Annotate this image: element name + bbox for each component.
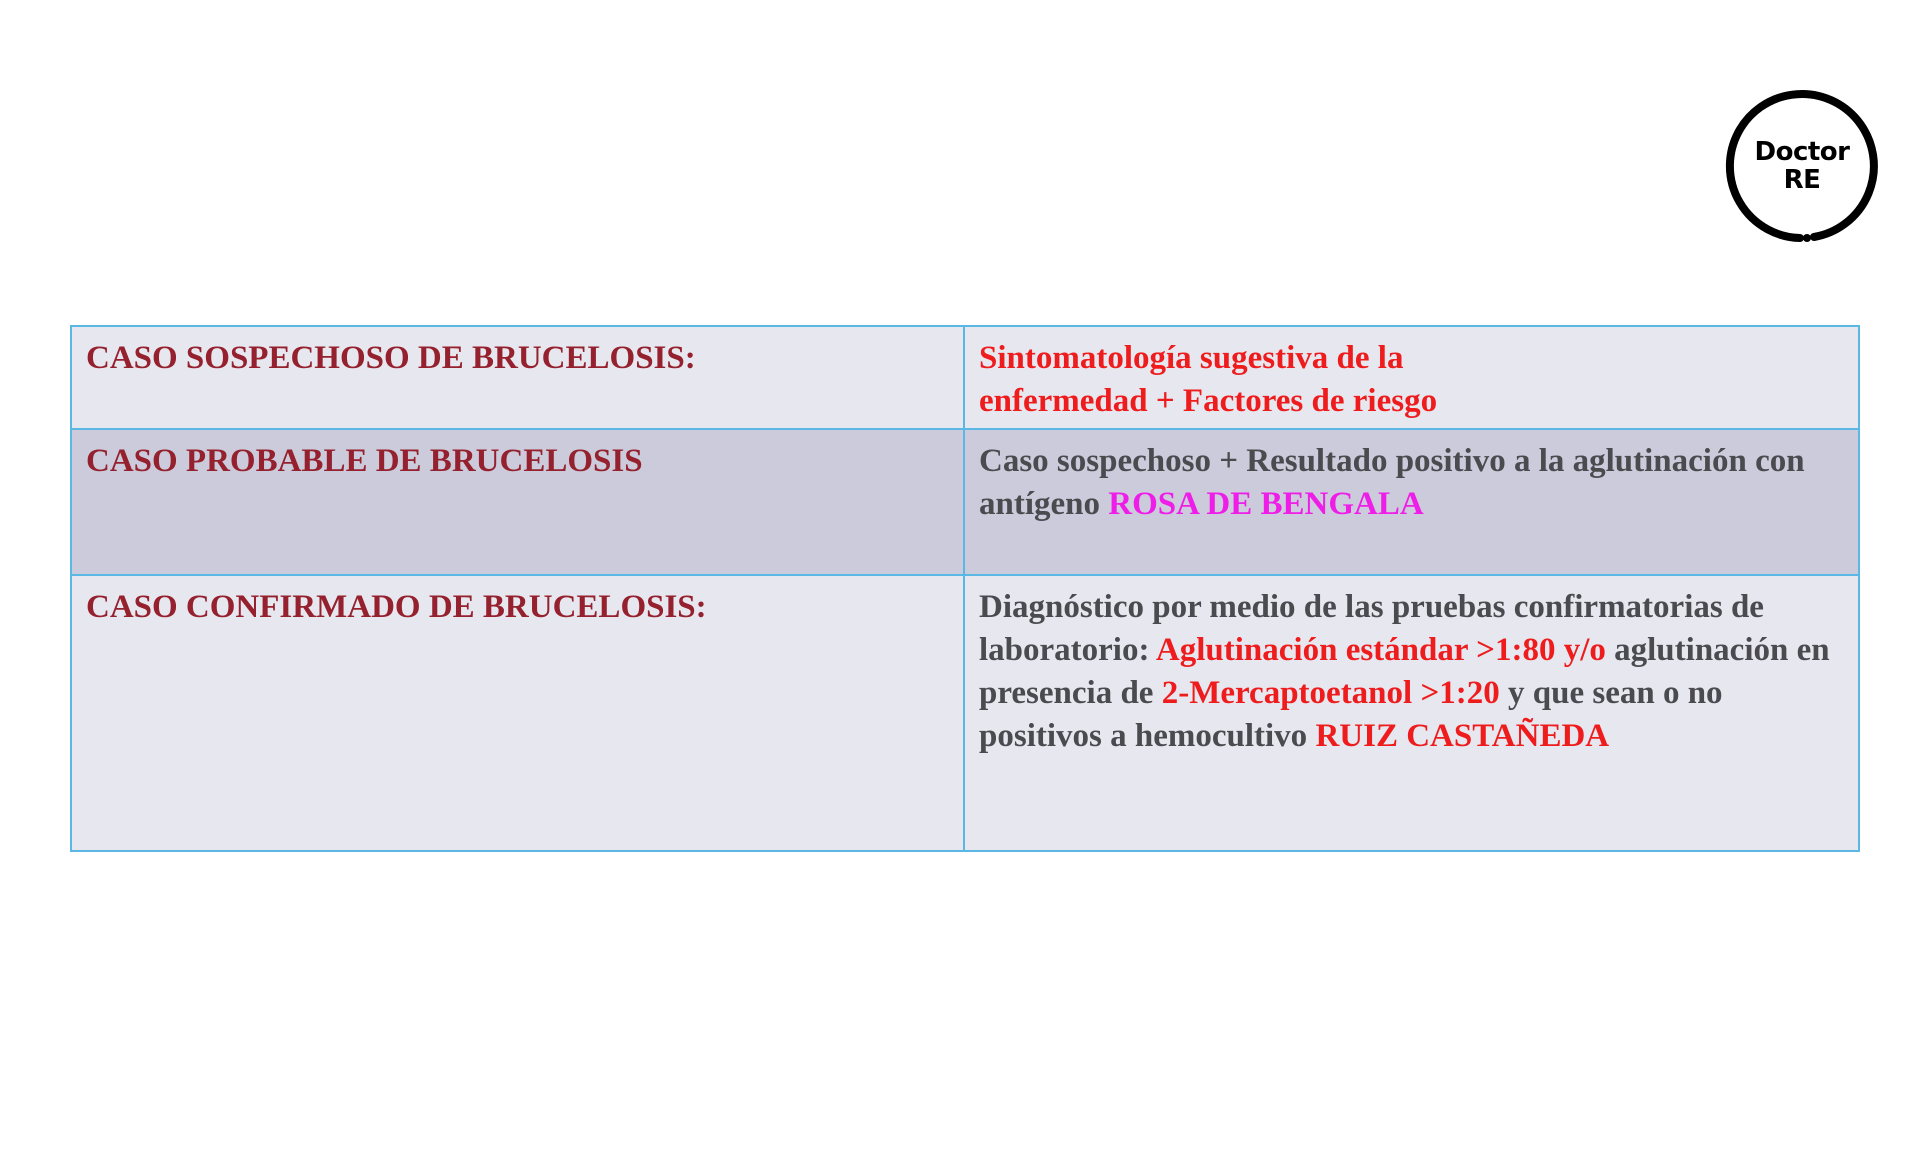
- term-cell: [71, 326, 964, 429]
- definition-confirmed-part-2: aglutinación en presencia de: [979, 632, 1830, 711]
- definition-suspected-line-1: Sintomatología sugestiva de la: [979, 340, 1404, 376]
- term-suspected-case: CASO SOSPECHOSO DE BRUCELOSIS:: [86, 340, 696, 376]
- term-probable-case: CASO PROBABLE DE BRUCELOSIS: [86, 443, 643, 479]
- definition-confirmed-part-3: y que sean o no positivos a hemocultivo: [979, 675, 1723, 754]
- term-cell: [71, 575, 964, 851]
- table-row: [71, 429, 1859, 575]
- brucelosis-case-definitions-table: [70, 325, 1860, 852]
- definition-probable-text: Caso sospechoso + Resultado positivo a la aglutinación con antígeno: [979, 443, 1805, 522]
- definition-confirmed-part-1: Diagnóstico por medio de las pruebas confirmatorias de laboratorio:: [979, 589, 1764, 668]
- definition-cell: [964, 575, 1859, 851]
- definition-cell: [964, 326, 1859, 429]
- definition-cell: [964, 429, 1859, 575]
- doctor-re-logo: [1722, 86, 1882, 246]
- logo-text: [1722, 138, 1882, 194]
- definition-confirmed-highlight-2: 2-Mercaptoetanol >1:20: [1161, 675, 1500, 711]
- definition-probable-highlight: ROSA DE BENGALA: [1108, 486, 1424, 522]
- term-confirmed-case: CASO CONFIRMADO DE BRUCELOSIS:: [86, 589, 707, 625]
- definition-confirmed-highlight-1: Aglutinación estándar >1:80 y/o: [1155, 632, 1606, 668]
- table-row: [71, 326, 1859, 429]
- term-cell: [71, 429, 964, 575]
- definition-confirmed-highlight-3: RUIZ CASTAÑEDA: [1315, 718, 1610, 754]
- definition-suspected-line-2: enfermedad + Factores de riesgo: [979, 383, 1438, 419]
- logo-line-1: Doctor: [1754, 137, 1850, 167]
- table-row: [71, 575, 1859, 851]
- logo-line-2: RE: [1783, 165, 1821, 195]
